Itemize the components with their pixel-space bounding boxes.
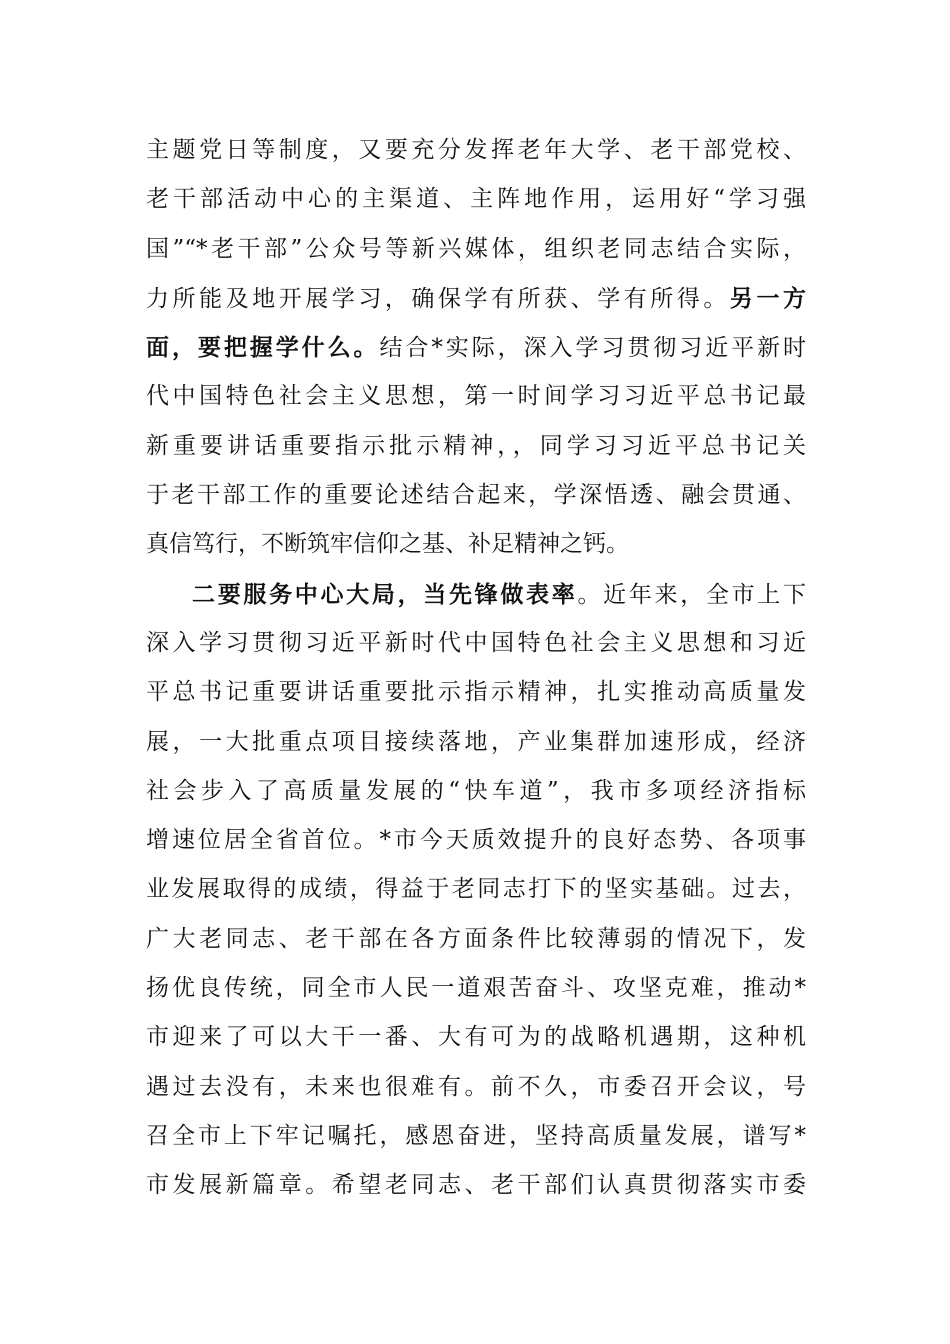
text-segment: 扬优良传统，同全市人民一道艰苦奋斗、攻坚克难，推动*	[146, 975, 806, 1002]
text-segment: 代中国特色社会主义思想，第一时间学习习近平总书记最	[146, 383, 806, 410]
text-segment: 结合*实际，深入学习贯彻习近平新时	[379, 335, 807, 362]
text-line	[146, 175, 806, 224]
text-line	[146, 619, 806, 668]
text-segment: 增速位居全省首位。*市今天质效提升的良好态势、各项事	[146, 827, 806, 854]
text-line	[146, 126, 806, 175]
bold-text-segment: 另一方	[729, 284, 807, 312]
text-line	[146, 964, 806, 1013]
text-line	[146, 471, 806, 520]
text-line	[146, 225, 806, 274]
text-line	[146, 520, 806, 569]
text-segment: 。近年来，全市上下	[577, 581, 807, 608]
text-segment: 平总书记重要讲话重要批示指示精神，扎实推动高质量发	[146, 679, 806, 706]
text-line	[146, 767, 806, 816]
text-line	[146, 816, 806, 865]
text-segment: 社会步入了高质量发展的“快车道”，我市多项经济指标	[146, 777, 806, 804]
text-line	[146, 668, 806, 717]
text-line	[146, 865, 806, 914]
text-segment: 广大老同志、老干部在各方面条件比较薄弱的情况下，发	[146, 925, 806, 952]
text-segment: 老干部活动中心的主渠道、主阵地作用，运用好“学习强	[146, 186, 806, 213]
text-line	[146, 323, 806, 372]
text-segment: 新重要讲话重要指示批示精神，，同学习习近平总书记关	[146, 432, 806, 459]
text-line	[146, 718, 806, 767]
text-line	[146, 274, 806, 323]
text-segment: 市迎来了可以大干一番、大有可为的战略机遇期，这种机	[146, 1024, 806, 1051]
text-segment: 主题党日等制度，又要充分发挥老年大学、老干部党校、	[146, 137, 806, 163]
text-line	[146, 1013, 806, 1062]
text-segment: 召全市上下牢记嘱托，感恩奋进，坚持高质量发展，谱写*	[146, 1122, 806, 1149]
text-segment: 深入学习贯彻习近平新时代中国特色社会主义思想和习近	[146, 629, 806, 656]
text-line	[146, 1112, 806, 1161]
bold-text-segment: 面，要把握学什么。	[146, 334, 380, 362]
text-line	[146, 1161, 806, 1210]
text-line	[146, 915, 806, 964]
text-line	[146, 570, 806, 619]
text-segment: 市发展新篇章。希望老同志、老干部们认真贯彻落实市委	[146, 1172, 806, 1199]
text-segment: 业发展取得的成绩，得益于老同志打下的坚实基础。过去，	[146, 876, 806, 903]
bold-text-segment: 二要服务中心大局，当先锋做表率	[192, 580, 578, 608]
text-segment: 遇过去没有，未来也很难有。前不久，市委召开会议，号	[146, 1073, 806, 1100]
text-segment: 展，一大批重点项目接续落地，产业集群加速形成，经济	[146, 728, 806, 755]
text-segment: 真信笃行，不断筑牢信仰之基、补足精神之钙。	[146, 531, 629, 558]
body-text	[146, 126, 806, 1211]
text-line	[146, 372, 806, 421]
text-segment: 力所能及地开展学习，确保学有所获、学有所得。	[146, 285, 730, 312]
text-line	[146, 422, 806, 471]
text-segment: 于老干部工作的重要论述结合起来，学深悟透、融会贯通、	[146, 482, 806, 509]
text-segment: 国”“*老干部”公众号等新兴媒体，组织老同志结合实际，	[146, 235, 806, 262]
text-line	[146, 1063, 806, 1112]
